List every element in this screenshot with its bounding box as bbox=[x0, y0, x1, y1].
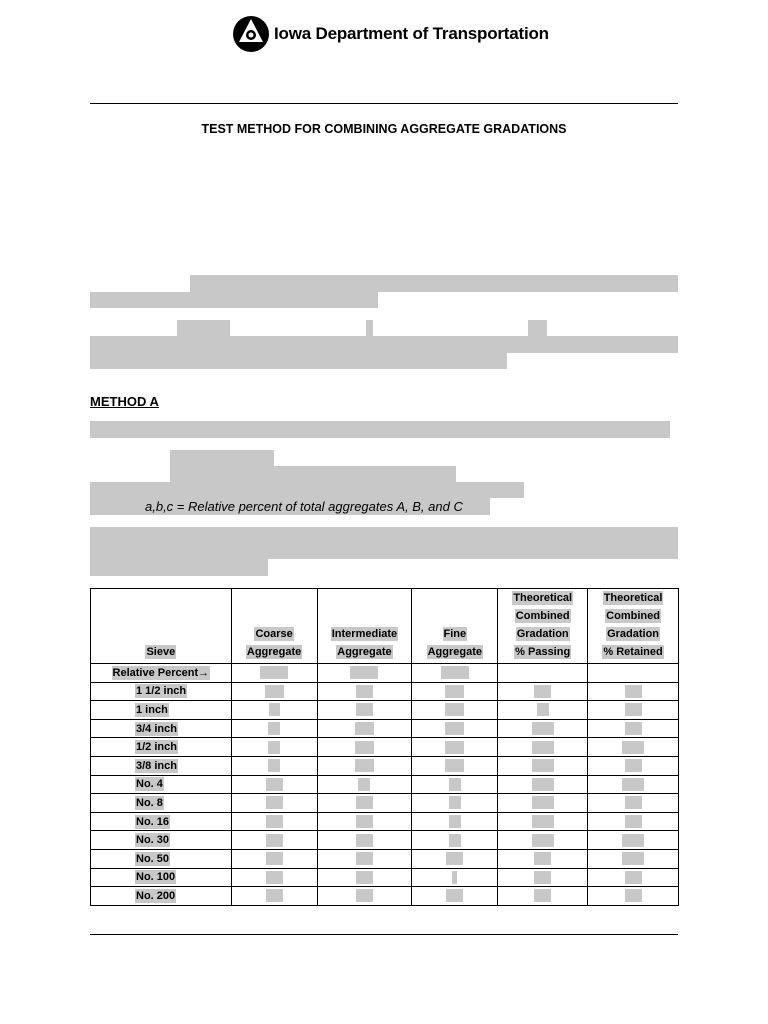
redacted-text bbox=[90, 292, 378, 308]
redacted-value bbox=[266, 834, 283, 847]
table-cell bbox=[317, 775, 412, 794]
redacted-value bbox=[625, 722, 642, 735]
table-cell bbox=[231, 701, 317, 720]
sieve-cell bbox=[91, 701, 232, 720]
column-header-text: Combined bbox=[515, 610, 570, 622]
document-title: TEST METHOD FOR COMBINING AGGREGATE GRADATIONS bbox=[201, 122, 567, 136]
redacted-value bbox=[625, 759, 642, 772]
table-cell bbox=[412, 868, 498, 887]
redacted-value bbox=[356, 815, 373, 828]
redacted-value bbox=[449, 796, 461, 809]
sieve-label: 3/4 inch bbox=[136, 722, 177, 735]
redacted-value bbox=[622, 852, 644, 865]
redacted-value bbox=[537, 703, 549, 716]
table-cell bbox=[412, 849, 498, 868]
iowa-dot-logo-icon bbox=[232, 15, 270, 53]
gradation-table bbox=[90, 588, 679, 906]
table-cell bbox=[588, 756, 679, 775]
relative-percent-row bbox=[91, 664, 679, 683]
redacted-value bbox=[260, 666, 288, 679]
table-cell bbox=[588, 812, 679, 831]
column-header-text: Theoretical bbox=[513, 592, 573, 604]
table-cell bbox=[588, 794, 679, 813]
table-cell bbox=[498, 664, 588, 683]
redacted-value bbox=[532, 796, 554, 809]
column-header bbox=[588, 589, 679, 664]
redacted-value bbox=[625, 703, 642, 716]
redacted-value bbox=[532, 759, 554, 772]
redacted-value bbox=[266, 796, 283, 809]
table-row bbox=[91, 775, 679, 794]
column-header-text: Combined bbox=[606, 610, 660, 622]
table-cell bbox=[231, 664, 317, 683]
table-cell bbox=[498, 868, 588, 887]
table-cell bbox=[588, 719, 679, 738]
table-cell bbox=[317, 664, 412, 683]
table-cell bbox=[412, 738, 498, 757]
redacted-value bbox=[534, 685, 551, 698]
redacted-text bbox=[90, 559, 268, 576]
table-cell bbox=[231, 831, 317, 850]
sieve-label: No. 16 bbox=[136, 815, 170, 828]
redacted-value bbox=[356, 852, 373, 865]
column-header-text: Gradation bbox=[516, 628, 569, 640]
header-logo bbox=[232, 14, 549, 54]
top-rule bbox=[90, 103, 678, 104]
table-cell bbox=[412, 756, 498, 775]
table-cell bbox=[498, 831, 588, 850]
redacted-value bbox=[534, 871, 551, 884]
redacted-value bbox=[265, 685, 284, 698]
table-cell bbox=[231, 812, 317, 831]
section-heading: METHOD A bbox=[90, 394, 159, 409]
table-cell bbox=[498, 738, 588, 757]
redacted-text bbox=[90, 527, 678, 544]
table-cell bbox=[412, 682, 498, 701]
sieve-cell bbox=[91, 849, 232, 868]
table-cell bbox=[588, 849, 679, 868]
table-row bbox=[91, 794, 679, 813]
redacted-value bbox=[441, 666, 469, 679]
sieve-label: No. 30 bbox=[136, 834, 170, 847]
table-cell bbox=[231, 756, 317, 775]
table-cell bbox=[498, 849, 588, 868]
redacted-value bbox=[532, 722, 554, 735]
redacted-value bbox=[356, 685, 373, 698]
redacted-text bbox=[90, 336, 678, 353]
redacted-value bbox=[355, 759, 374, 772]
table-cell bbox=[588, 831, 679, 850]
redacted-text bbox=[90, 353, 507, 369]
redacted-value bbox=[356, 703, 373, 716]
table-cell bbox=[231, 775, 317, 794]
table-cell bbox=[498, 775, 588, 794]
table-cell bbox=[317, 794, 412, 813]
redacted-text bbox=[90, 543, 678, 559]
redacted-value bbox=[622, 834, 644, 847]
redacted-value bbox=[625, 685, 642, 698]
redacted-value bbox=[445, 741, 464, 754]
table-cell bbox=[231, 887, 317, 906]
redacted-value bbox=[446, 852, 463, 865]
redacted-value bbox=[445, 722, 464, 735]
redacted-value bbox=[266, 871, 283, 884]
table-cell bbox=[317, 682, 412, 701]
column-header-text: Sieve bbox=[146, 646, 176, 658]
column-header-text: % Passing bbox=[515, 646, 571, 658]
table-cell bbox=[317, 868, 412, 887]
redacted-value bbox=[625, 815, 642, 828]
column-header-text: % Retained bbox=[603, 646, 663, 658]
table-cell bbox=[231, 849, 317, 868]
table-row bbox=[91, 831, 679, 850]
redacted-value bbox=[449, 834, 461, 847]
column-header-text: Aggregate bbox=[246, 646, 302, 658]
redacted-value bbox=[625, 871, 642, 884]
redacted-value bbox=[358, 778, 370, 791]
sieve-cell bbox=[91, 812, 232, 831]
table-cell bbox=[317, 831, 412, 850]
table-row bbox=[91, 849, 679, 868]
table-cell bbox=[588, 664, 679, 683]
table-cell bbox=[498, 887, 588, 906]
formula-note bbox=[90, 497, 490, 515]
redacted-value bbox=[625, 796, 642, 809]
redacted-value bbox=[356, 871, 373, 884]
redacted-text bbox=[177, 320, 230, 337]
redacted-value bbox=[268, 759, 280, 772]
redacted-value bbox=[532, 834, 554, 847]
table-row bbox=[91, 719, 679, 738]
table-cell bbox=[412, 775, 498, 794]
column-header bbox=[317, 589, 412, 664]
column-header bbox=[412, 589, 498, 664]
table-cell bbox=[317, 738, 412, 757]
table-cell bbox=[412, 794, 498, 813]
table-cell bbox=[498, 719, 588, 738]
sieve-label: 1 inch bbox=[136, 703, 168, 716]
sieve-cell bbox=[91, 775, 232, 794]
table-cell bbox=[317, 701, 412, 720]
redacted-value bbox=[356, 834, 373, 847]
sieve-label: No. 100 bbox=[136, 871, 176, 884]
redacted-value bbox=[445, 685, 464, 698]
table-cell bbox=[317, 887, 412, 906]
table-cell bbox=[231, 682, 317, 701]
column-header-text: Aggregate bbox=[427, 646, 483, 658]
table-row bbox=[91, 812, 679, 831]
redacted-value bbox=[355, 741, 374, 754]
column-header-text: Aggregate bbox=[337, 646, 392, 658]
table-cell bbox=[317, 812, 412, 831]
redacted-text bbox=[170, 466, 456, 483]
table-cell bbox=[317, 719, 412, 738]
column-header-text: Fine bbox=[443, 628, 467, 640]
table-cell bbox=[231, 719, 317, 738]
formula-note-text: a,b,c = Relative percent of total aggregates A, B, and C bbox=[145, 499, 463, 514]
column-header bbox=[91, 589, 232, 664]
table-cell bbox=[412, 831, 498, 850]
table-cell bbox=[412, 664, 498, 683]
column-header bbox=[231, 589, 317, 664]
table-row bbox=[91, 756, 679, 775]
redacted-value bbox=[269, 703, 280, 716]
column-header bbox=[498, 589, 588, 664]
redacted-text bbox=[90, 482, 524, 498]
table-cell bbox=[412, 887, 498, 906]
sieve-label: No. 50 bbox=[136, 852, 170, 865]
relative-percent-label-cell bbox=[91, 664, 232, 683]
table-cell bbox=[498, 756, 588, 775]
redacted-value bbox=[622, 778, 644, 791]
table-row bbox=[91, 887, 679, 906]
table-cell bbox=[498, 682, 588, 701]
redacted-value bbox=[446, 889, 463, 902]
redacted-value bbox=[445, 759, 464, 772]
sieve-label: 3/8 inch bbox=[136, 759, 177, 772]
redacted-text bbox=[528, 320, 547, 337]
table-cell bbox=[588, 682, 679, 701]
redacted-value bbox=[266, 852, 283, 865]
table-row bbox=[91, 868, 679, 887]
redacted-value bbox=[268, 722, 280, 735]
sieve-cell bbox=[91, 719, 232, 738]
sieve-cell bbox=[91, 868, 232, 887]
column-header-text: Theoretical bbox=[603, 592, 663, 604]
table-row bbox=[91, 738, 679, 757]
redacted-value bbox=[350, 666, 378, 679]
sieve-cell bbox=[91, 738, 232, 757]
table-cell bbox=[498, 794, 588, 813]
redacted-text bbox=[170, 450, 274, 466]
redacted-value bbox=[266, 889, 283, 902]
table-cell bbox=[412, 719, 498, 738]
redacted-value bbox=[625, 889, 642, 902]
sieve-cell bbox=[91, 682, 232, 701]
redacted-value bbox=[534, 852, 551, 865]
relative-percent-label: Relative Percent→ bbox=[112, 666, 210, 679]
table-header-row bbox=[91, 589, 679, 664]
redacted-text bbox=[90, 421, 670, 438]
redacted-value bbox=[266, 778, 283, 791]
redacted-value bbox=[532, 741, 554, 754]
table-cell bbox=[231, 794, 317, 813]
table-cell bbox=[231, 738, 317, 757]
column-header-text: Intermediate bbox=[331, 628, 398, 640]
sieve-label: 1 1/2 inch bbox=[136, 685, 187, 698]
table-cell bbox=[317, 849, 412, 868]
table-cell bbox=[231, 868, 317, 887]
redacted-value bbox=[532, 815, 554, 828]
table-cell bbox=[588, 887, 679, 906]
table-row bbox=[91, 682, 679, 701]
table-body bbox=[91, 664, 679, 906]
table-cell bbox=[588, 868, 679, 887]
table-row bbox=[91, 701, 679, 720]
redacted-value bbox=[356, 796, 373, 809]
table-cell bbox=[412, 812, 498, 831]
redacted-value bbox=[532, 778, 554, 791]
sieve-label: 1/2 inch bbox=[136, 741, 177, 754]
sieve-cell bbox=[91, 756, 232, 775]
table-cell bbox=[317, 756, 412, 775]
table-cell bbox=[588, 775, 679, 794]
redacted-value bbox=[622, 741, 644, 754]
sieve-cell bbox=[91, 887, 232, 906]
org-name: Iowa Department of Transportation bbox=[274, 24, 549, 43]
table-cell bbox=[588, 701, 679, 720]
table-cell bbox=[498, 701, 588, 720]
bottom-rule bbox=[90, 934, 678, 935]
table-cell bbox=[498, 812, 588, 831]
redacted-text bbox=[190, 275, 678, 292]
redacted-value bbox=[534, 889, 551, 902]
redacted-value bbox=[268, 741, 280, 754]
table-cell bbox=[588, 738, 679, 757]
sieve-label: No. 4 bbox=[136, 778, 163, 791]
table-cell bbox=[412, 701, 498, 720]
redacted-value bbox=[449, 815, 461, 828]
sieve-cell bbox=[91, 794, 232, 813]
redacted-value bbox=[449, 778, 461, 791]
column-header-text: Gradation bbox=[607, 628, 660, 640]
sieve-cell bbox=[91, 831, 232, 850]
redacted-value bbox=[266, 815, 283, 828]
redacted-value bbox=[355, 722, 374, 735]
sieve-label: No. 200 bbox=[136, 889, 176, 902]
redacted-value bbox=[356, 889, 373, 902]
column-header-text: Coarse bbox=[255, 628, 293, 640]
redacted-value bbox=[445, 703, 464, 716]
redacted-text bbox=[366, 320, 373, 337]
redacted-value bbox=[452, 871, 457, 884]
sieve-label: No. 8 bbox=[136, 796, 163, 809]
